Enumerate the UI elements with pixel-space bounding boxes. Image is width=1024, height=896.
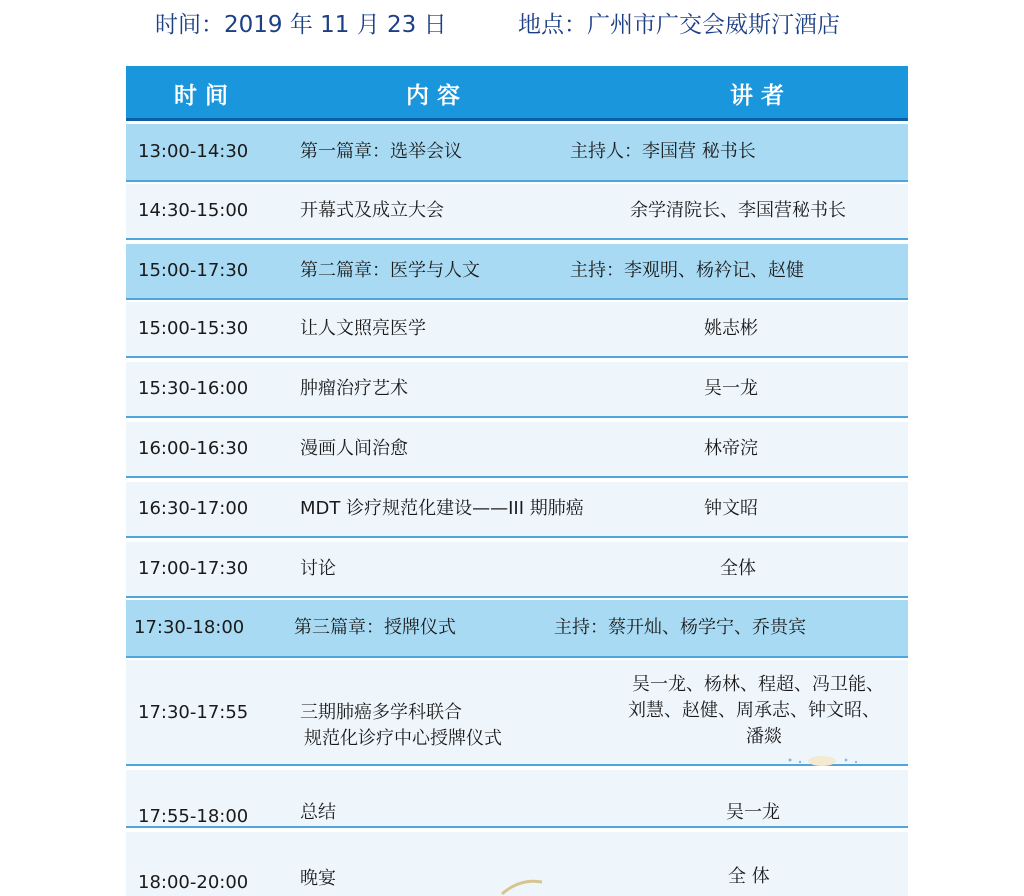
row-content: MDT 诊疗规范化建设——III 期肺癌	[300, 498, 584, 519]
row-content: 肿瘤治疗艺术	[300, 378, 408, 399]
event-location: 地点：广州市广交会威斯汀酒店	[518, 12, 840, 38]
table-row	[126, 422, 908, 478]
row-content: 晚宴	[300, 868, 336, 889]
row-speaker: 姚志彬	[704, 318, 758, 339]
event-time: 时间：2019 年 11 月 23 日	[155, 12, 447, 38]
table-row	[126, 482, 908, 538]
row-time: 17:30-17:55	[138, 702, 249, 723]
column-header-speaker: 讲 者	[730, 83, 785, 109]
row-content: 第一篇章：选举会议	[300, 141, 462, 162]
row-speaker: 全 体	[728, 866, 770, 887]
table-row	[126, 542, 908, 598]
table-row	[126, 184, 908, 240]
row-speaker: 主持：蔡开灿、杨学宁、乔贵宾	[554, 617, 806, 638]
decorative-swoosh	[500, 872, 560, 896]
row-time: 15:30-16:00	[138, 378, 249, 399]
row-speaker: 钟文昭	[704, 498, 758, 519]
column-header-time: 时 间	[174, 83, 229, 109]
column-header-content: 内 容	[406, 83, 461, 109]
row-speaker: 主持人：李国营 秘书长	[570, 141, 756, 162]
row-time: 16:00-16:30	[138, 438, 249, 459]
table-row	[126, 302, 908, 358]
decorative-dots	[760, 752, 880, 768]
row-speaker: 主持：李观明、杨衿记、赵健	[570, 260, 804, 281]
row-content: 让人文照亮医学	[300, 318, 426, 339]
row-content: 总结	[300, 802, 336, 823]
event-header	[0, 6, 1024, 42]
table-row	[126, 362, 908, 418]
row-speaker: 吴一龙	[704, 378, 758, 399]
row-content: 开幕式及成立大会	[300, 200, 444, 221]
row-speaker: 林帝浣	[704, 438, 758, 459]
table-row-section	[126, 124, 908, 182]
table-row-section	[126, 244, 908, 300]
row-time: 15:00-15:30	[138, 318, 249, 339]
table-row	[126, 660, 908, 766]
row-speaker: 全体	[720, 558, 756, 579]
row-content: 第三篇章：授牌仪式	[294, 617, 456, 638]
row-content-line: 规范化诊疗中心授牌仪式	[304, 728, 502, 749]
row-speaker-line: 刘慧、赵健、周承志、钟文昭、	[628, 700, 880, 721]
table-header	[126, 66, 908, 121]
row-content: 讨论	[300, 558, 336, 579]
row-content: 第二篇章：医学与人文	[300, 260, 480, 281]
row-speaker: 余学清院长、李国营秘书长	[630, 200, 846, 221]
row-time: 17:55-18:00	[138, 806, 249, 827]
row-content-line: 三期肺癌多学科联合	[300, 702, 462, 723]
row-time: 13:00-14:30	[138, 141, 249, 162]
row-time: 18:00-20:00	[138, 872, 249, 893]
row-speaker-line: 潘燚	[746, 726, 782, 747]
row-time: 16:30-17:00	[138, 498, 249, 519]
row-speaker: 吴一龙	[726, 802, 780, 823]
row-time: 17:30-18:00	[134, 617, 245, 638]
table-row	[126, 770, 908, 828]
row-time: 14:30-15:00	[138, 200, 249, 221]
row-time: 17:00-17:30	[138, 558, 249, 579]
row-time: 15:00-17:30	[138, 260, 249, 281]
row-content: 漫画人间治愈	[300, 438, 408, 459]
row-speaker-line: 吴一龙、杨林、程超、冯卫能、	[632, 674, 884, 695]
table-row-section	[126, 600, 908, 658]
